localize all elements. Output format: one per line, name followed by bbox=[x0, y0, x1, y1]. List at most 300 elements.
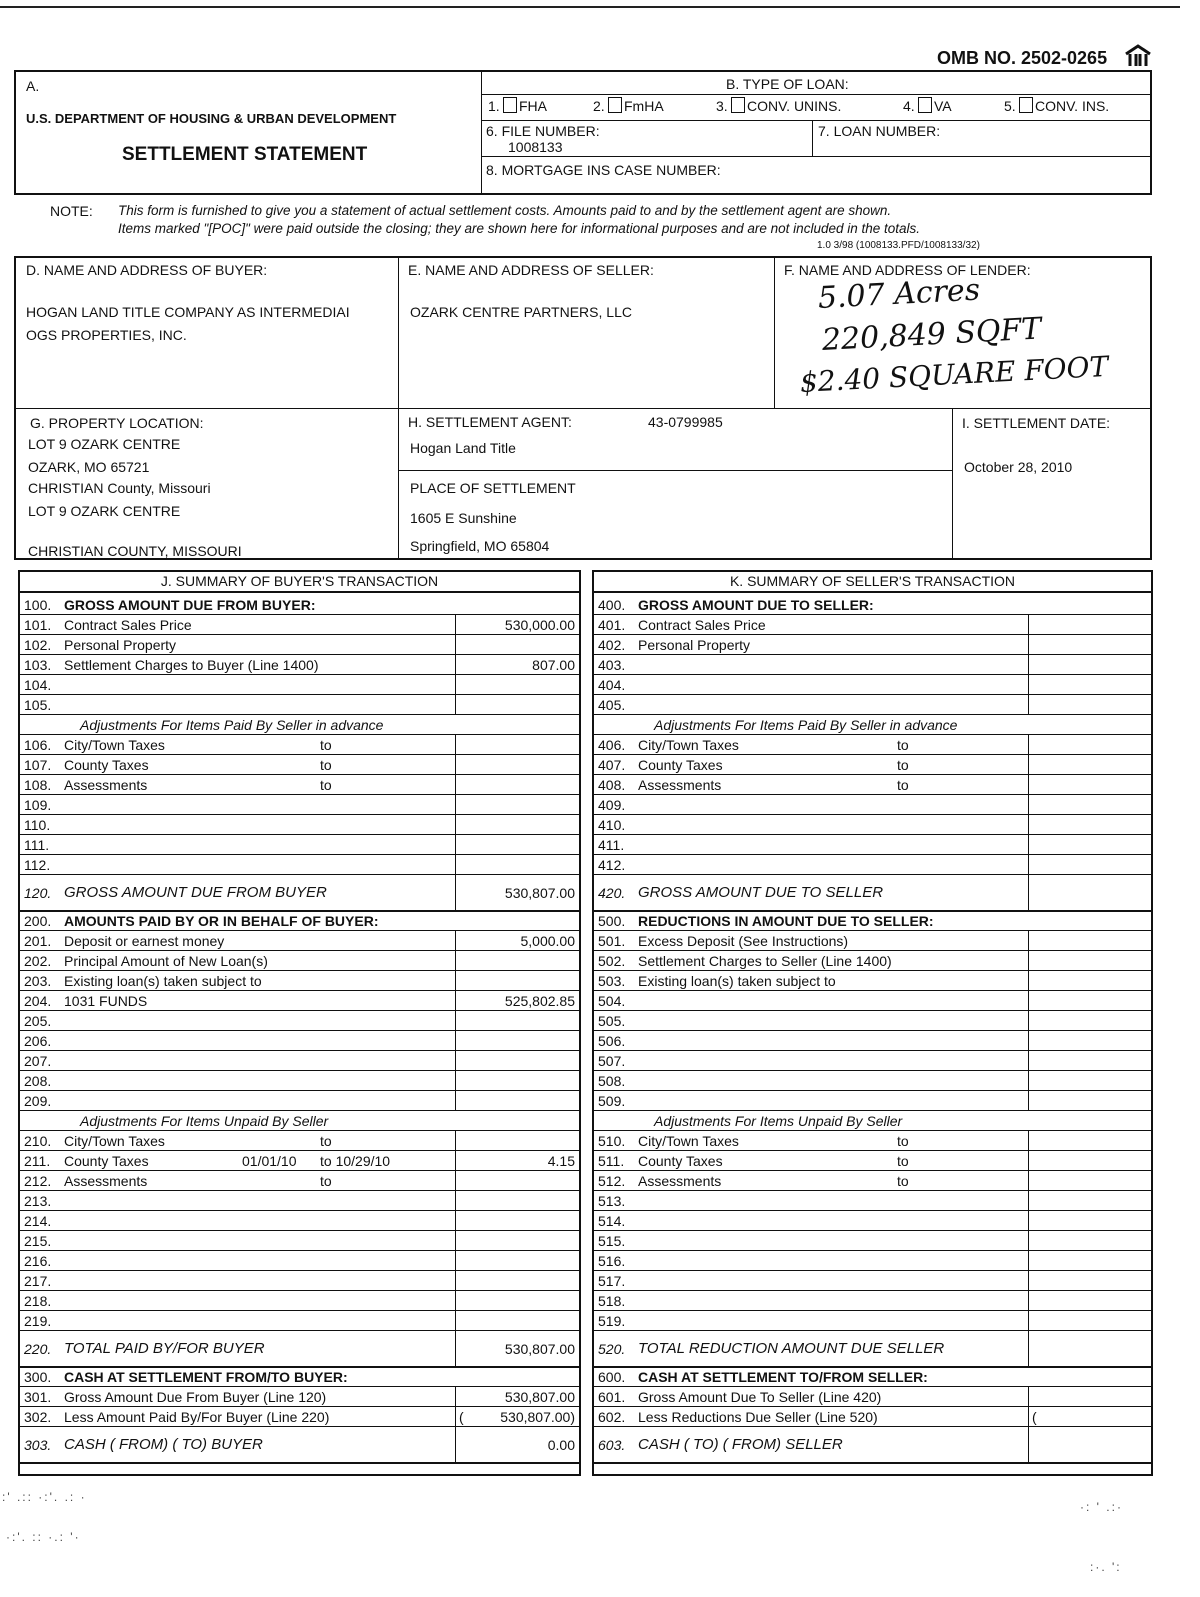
amount-column-rule bbox=[1028, 854, 1029, 874]
row-rule bbox=[18, 1110, 581, 1111]
amount-column-rule bbox=[455, 1210, 456, 1230]
loan-type-checkbox[interactable] bbox=[731, 97, 745, 113]
amount-column-rule bbox=[1028, 694, 1029, 714]
note-line-2: Items marked "[POC]" were paid outside the closing; they are shown here for informational purposes and are not included in the totals. bbox=[118, 221, 921, 236]
row-rule bbox=[592, 970, 1153, 971]
loan-type-label: FmHA bbox=[624, 98, 664, 114]
mortgage-ins-label: 8. MORTGAGE INS CASE NUMBER: bbox=[486, 162, 721, 178]
row-rule bbox=[18, 1290, 581, 1291]
table-rule bbox=[592, 591, 1153, 593]
row-code: 213. bbox=[24, 1193, 52, 1209]
amount-column-rule bbox=[1028, 754, 1029, 774]
row-code: 509. bbox=[598, 1093, 626, 1109]
row-rule bbox=[18, 654, 581, 655]
row-description: CASH AT SETTLEMENT FROM/TO BUYER: bbox=[64, 1369, 348, 1385]
amount-column-rule bbox=[1028, 1210, 1029, 1230]
type-of-loan-label: B. TYPE OF LOAN: bbox=[726, 76, 849, 92]
row-rule bbox=[18, 814, 581, 815]
loan-type-checkbox[interactable] bbox=[503, 97, 517, 113]
row-code: 504. bbox=[598, 993, 626, 1009]
row-description: City/Town Taxes bbox=[638, 737, 739, 753]
row-description: County Taxes bbox=[638, 1153, 723, 1169]
row-to-date: to bbox=[320, 757, 332, 773]
seller_section-title: K. SUMMARY OF SELLER'S TRANSACTION bbox=[729, 573, 1016, 589]
row-rule bbox=[592, 1110, 1153, 1111]
place-line-2: Springfield, MO 65804 bbox=[410, 538, 550, 554]
amount-column-rule bbox=[1028, 1170, 1029, 1190]
row-code: 512. bbox=[598, 1173, 626, 1189]
property-line: CHRISTIAN COUNTY, MISSOURI bbox=[28, 543, 242, 559]
row-code: 501. bbox=[598, 933, 626, 949]
row-rule bbox=[18, 1462, 581, 1464]
row-code: 409. bbox=[598, 797, 626, 813]
file-number-label: 6. FILE NUMBER: bbox=[486, 123, 600, 139]
row-amount: 530,807.00 bbox=[504, 1389, 575, 1405]
amount-column-rule bbox=[455, 1230, 456, 1250]
amount-column-rule bbox=[1028, 794, 1029, 814]
row-description: County Taxes bbox=[638, 757, 723, 773]
amount-column-rule bbox=[455, 754, 456, 774]
section-rule bbox=[18, 910, 581, 912]
row-rule bbox=[592, 714, 1153, 715]
row-description: Personal Property bbox=[64, 637, 177, 653]
row-code: 517. bbox=[598, 1273, 626, 1289]
row-code: 200. bbox=[24, 913, 52, 929]
property-line: LOT 9 OZARK CENTRE bbox=[28, 436, 181, 452]
amount-column-rule bbox=[1028, 1230, 1029, 1250]
handwritten-price: $2.40 SQUARE FOOT bbox=[799, 349, 1110, 399]
row-rule bbox=[18, 1426, 581, 1427]
row-code: 105. bbox=[24, 697, 52, 713]
loan-type-label: VA bbox=[934, 98, 952, 114]
row-code: 210. bbox=[24, 1133, 52, 1149]
row-description: County Taxes bbox=[64, 757, 149, 773]
amount-column-rule bbox=[455, 970, 456, 990]
row-code: 219. bbox=[24, 1313, 52, 1329]
row-code: 507. bbox=[598, 1053, 626, 1069]
loan-type-number: 4. bbox=[903, 98, 915, 114]
buyer-line-2: OGS PROPERTIES, INC. bbox=[26, 327, 187, 343]
row-code: 515. bbox=[598, 1233, 626, 1249]
row-description: Less Amount Paid By/For Buyer (Line 220) bbox=[64, 1409, 330, 1425]
hud-department: U.S. DEPARTMENT OF HOUSING & URBAN DEVELOPMENT bbox=[26, 111, 397, 126]
row-to-date: to bbox=[897, 1153, 909, 1169]
row-code: 101. bbox=[24, 617, 52, 633]
row-rule bbox=[18, 634, 581, 635]
row-code: 208. bbox=[24, 1073, 52, 1089]
row-description: Contract Sales Price bbox=[638, 617, 766, 633]
row-code: 420. bbox=[598, 885, 626, 901]
row-code: 120. bbox=[24, 885, 52, 901]
buyer-label: D. NAME AND ADDRESS OF BUYER: bbox=[26, 262, 268, 278]
amount-column-rule bbox=[1028, 1250, 1029, 1270]
row-description: Deposit or earnest money bbox=[64, 933, 225, 949]
loan-type-number: 3. bbox=[716, 98, 728, 114]
amount-column-rule bbox=[455, 1290, 456, 1310]
row-code: 209. bbox=[24, 1093, 52, 1109]
row-rule bbox=[592, 1250, 1153, 1251]
row-code: 500. bbox=[598, 913, 626, 929]
row-description: 1031 FUNDS bbox=[64, 993, 148, 1009]
row-code: 300. bbox=[24, 1369, 52, 1385]
file-number-value: 1008133 bbox=[508, 139, 563, 155]
amount-column-rule bbox=[1028, 654, 1029, 674]
loan-type-number: 2. bbox=[593, 98, 605, 114]
row-from-date: 01/01/10 bbox=[242, 1153, 297, 1169]
row-description: Assessments bbox=[638, 777, 722, 793]
row-code: 600. bbox=[598, 1369, 626, 1385]
row-description: Existing loan(s) taken subject to bbox=[638, 973, 836, 989]
scan-noise-right-2: :·. ': bbox=[1090, 1560, 1122, 1574]
amount-column-rule bbox=[455, 950, 456, 970]
row-amount: 530,000.00 bbox=[504, 617, 575, 633]
row-description: Settlement Charges to Buyer (Line 1400) bbox=[64, 657, 319, 673]
row-rule bbox=[18, 854, 581, 855]
row-description: TOTAL PAID BY/FOR BUYER bbox=[64, 1340, 265, 1357]
row-code: 112. bbox=[24, 857, 51, 873]
amount-column-rule bbox=[455, 1050, 456, 1070]
table-rule bbox=[18, 591, 581, 593]
row-rule bbox=[592, 1050, 1153, 1051]
row-code: 408. bbox=[598, 777, 626, 793]
row-rule bbox=[18, 1030, 581, 1031]
location-divider-2 bbox=[952, 408, 953, 560]
hud-logo-icon bbox=[1124, 44, 1152, 68]
row-description: Less Reductions Due Seller (Line 520) bbox=[638, 1409, 878, 1425]
row-amount: 0.00 bbox=[547, 1437, 575, 1453]
amount-column-rule bbox=[455, 814, 456, 834]
row-rule bbox=[18, 614, 581, 615]
amount-column-rule bbox=[1028, 1330, 1029, 1366]
row-code: 412. bbox=[598, 857, 626, 873]
settlement-agent-label: H. SETTLEMENT AGENT: bbox=[408, 414, 572, 430]
amount-column-rule bbox=[455, 834, 456, 854]
row-rule bbox=[592, 1426, 1153, 1427]
loan-type-label: FHA bbox=[519, 98, 547, 114]
row-code: 220. bbox=[24, 1341, 52, 1357]
row-description: County Taxes bbox=[64, 1153, 149, 1169]
amount-column-rule bbox=[1028, 1090, 1029, 1110]
amount-column-rule bbox=[455, 734, 456, 754]
parties-mid-rule bbox=[14, 408, 1152, 409]
row-code: 505. bbox=[598, 1013, 626, 1029]
row-description: Personal Property bbox=[638, 637, 751, 653]
row-rule bbox=[592, 1330, 1153, 1331]
row-code: 103. bbox=[24, 657, 52, 673]
row-description: GROSS AMOUNT DUE TO SELLER bbox=[638, 884, 884, 901]
row-code: 601. bbox=[598, 1389, 626, 1405]
row-description: Assessments bbox=[64, 777, 148, 793]
row-rule bbox=[592, 1230, 1153, 1231]
row-rule bbox=[18, 1210, 581, 1211]
row-amount: 530,807.00) bbox=[500, 1409, 575, 1425]
row-rule bbox=[18, 1270, 581, 1271]
row-rule bbox=[592, 794, 1153, 795]
row-rule bbox=[592, 674, 1153, 675]
scan-noise-left-2: ·:'. :: ·.: '· bbox=[6, 1530, 81, 1544]
row-rule bbox=[592, 874, 1153, 875]
row-code: 214. bbox=[24, 1213, 52, 1229]
row-code: 107. bbox=[24, 757, 52, 773]
row-description: City/Town Taxes bbox=[64, 737, 165, 753]
row-rule bbox=[592, 1150, 1153, 1151]
top-scan-line bbox=[0, 6, 1180, 8]
row-code: 402. bbox=[598, 637, 626, 653]
seller-label: E. NAME AND ADDRESS OF SELLER: bbox=[408, 262, 654, 278]
row-code: 506. bbox=[598, 1033, 626, 1049]
section-rule bbox=[18, 1366, 581, 1368]
row-code: 205. bbox=[24, 1013, 52, 1029]
row-description: GROSS AMOUNT DUE TO SELLER: bbox=[638, 597, 874, 613]
row-description: City/Town Taxes bbox=[638, 1133, 739, 1149]
row-code: 410. bbox=[598, 817, 626, 833]
amount-column-rule bbox=[1028, 1190, 1029, 1210]
row-code: 401. bbox=[598, 617, 626, 633]
amount-column-rule bbox=[1028, 774, 1029, 794]
amount-column-rule bbox=[1028, 990, 1029, 1010]
parties-divider-2 bbox=[774, 256, 775, 408]
parties-divider-1 bbox=[398, 256, 399, 408]
amount-column-rule bbox=[455, 854, 456, 874]
amount-column-rule bbox=[455, 1070, 456, 1090]
amount-column-rule bbox=[455, 1030, 456, 1050]
row-description: Assessments bbox=[638, 1173, 722, 1189]
settlement-agent-id: 43-0799985 bbox=[648, 414, 723, 430]
row-rule bbox=[592, 1386, 1153, 1387]
row-rule bbox=[18, 1250, 581, 1251]
row-rule bbox=[18, 1230, 581, 1231]
row-code: 503. bbox=[598, 973, 626, 989]
row-rule bbox=[18, 734, 581, 735]
row-code: 513. bbox=[598, 1193, 626, 1209]
row-code: 411. bbox=[598, 837, 625, 853]
section-rule bbox=[592, 910, 1153, 912]
row-description: Assessments bbox=[64, 1173, 148, 1189]
amount-column-rule bbox=[1028, 1290, 1029, 1310]
loan-number-label: 7. LOAN NUMBER: bbox=[818, 123, 941, 139]
row-amount: 525,802.85 bbox=[504, 993, 575, 1009]
row-code: 303. bbox=[24, 1437, 52, 1453]
row-rule bbox=[592, 734, 1153, 735]
row-description: Gross Amount Due From Buyer (Line 120) bbox=[64, 1389, 327, 1405]
row-code: 207. bbox=[24, 1053, 52, 1069]
note-version: 1.0 3/98 (1008133.PFD/1008133/32) bbox=[817, 240, 980, 251]
amount-column-rule bbox=[1028, 614, 1029, 634]
row-to-date: to bbox=[897, 737, 909, 753]
row-code: 206. bbox=[24, 1033, 52, 1049]
property-line: CHRISTIAN County, Missouri bbox=[28, 480, 211, 496]
row-code: 502. bbox=[598, 953, 626, 969]
row-description: CASH ( FROM) ( TO) BUYER bbox=[64, 1436, 263, 1453]
row-rule bbox=[18, 874, 581, 875]
section-rule bbox=[592, 1366, 1153, 1368]
property-line: OZARK, MO 65721 bbox=[28, 459, 150, 475]
adjustments-heading: Adjustments For Items Paid By Seller in advance bbox=[80, 717, 384, 733]
amount-column-rule bbox=[455, 1090, 456, 1110]
amount-column-rule bbox=[1028, 1070, 1029, 1090]
row-code: 216. bbox=[24, 1253, 52, 1269]
row-code: 100. bbox=[24, 597, 52, 613]
row-rule bbox=[18, 1050, 581, 1051]
note-label: NOTE: bbox=[50, 203, 93, 219]
handwritten-sqft: 220,849 SQFT bbox=[821, 311, 1043, 358]
amount-column-rule bbox=[455, 674, 456, 694]
row-description: City/Town Taxes bbox=[64, 1133, 165, 1149]
row-rule bbox=[18, 990, 581, 991]
buyer-line-1: HOGAN LAND TITLE COMPANY AS INTERMEDIAI bbox=[26, 304, 350, 320]
row-rule bbox=[18, 834, 581, 835]
row-code: 400. bbox=[598, 597, 626, 613]
place-line-1: 1605 E Sunshine bbox=[410, 510, 517, 526]
amount-column-rule bbox=[455, 1010, 456, 1030]
row-rule bbox=[592, 1310, 1153, 1311]
row-code: 407. bbox=[598, 757, 626, 773]
row-rule bbox=[592, 1270, 1153, 1271]
amount-column-rule bbox=[1028, 1010, 1029, 1030]
row-rule bbox=[18, 1170, 581, 1171]
amount-column-rule bbox=[455, 634, 456, 654]
amount-column-rule bbox=[1028, 1130, 1029, 1150]
row-code: 201. bbox=[24, 933, 52, 949]
row-code: 102. bbox=[24, 637, 52, 653]
row-rule bbox=[592, 1070, 1153, 1071]
amount-column-rule bbox=[1028, 1310, 1029, 1330]
buyer_section-title: J. SUMMARY OF BUYER'S TRANSACTION bbox=[160, 573, 439, 589]
loan-type-checkbox[interactable] bbox=[1019, 97, 1033, 113]
row-rule bbox=[592, 1010, 1153, 1011]
row-description: CASH ( TO) ( FROM) SELLER bbox=[638, 1436, 843, 1453]
amount-column-rule bbox=[1028, 734, 1029, 754]
row-rule bbox=[18, 1130, 581, 1131]
file-row-rule bbox=[481, 120, 1151, 121]
row-rule bbox=[592, 1090, 1153, 1091]
row-to-date: to bbox=[897, 1173, 909, 1189]
row-rule bbox=[18, 774, 581, 775]
lender-label: F. NAME AND ADDRESS OF LENDER: bbox=[784, 262, 1031, 278]
row-rule bbox=[18, 1010, 581, 1011]
amount-column-rule bbox=[1028, 814, 1029, 834]
row-description: Settlement Charges to Seller (Line 1400) bbox=[638, 953, 892, 969]
row-code: 520. bbox=[598, 1341, 626, 1357]
location-divider-1 bbox=[398, 408, 399, 560]
adjustments-heading: Adjustments For Items Paid By Seller in advance bbox=[654, 717, 958, 733]
row-description: GROSS AMOUNT DUE FROM BUYER: bbox=[64, 597, 316, 613]
row-code: 215. bbox=[24, 1233, 52, 1249]
row-code: 602. bbox=[598, 1409, 626, 1425]
row-to-date: to bbox=[897, 1133, 909, 1149]
amount-column-rule bbox=[1028, 874, 1029, 910]
row-description: TOTAL REDUCTION AMOUNT DUE SELLER bbox=[638, 1340, 945, 1357]
row-rule bbox=[18, 970, 581, 971]
row-to-date: to bbox=[320, 737, 332, 753]
row-amount: 530,807.00 bbox=[504, 885, 575, 901]
row-rule bbox=[592, 614, 1153, 615]
row-code: 211. bbox=[24, 1153, 51, 1169]
amount-column-rule bbox=[455, 1170, 456, 1190]
row-description: Gross Amount Due To Seller (Line 420) bbox=[638, 1389, 882, 1405]
row-code: 405. bbox=[598, 697, 626, 713]
row-rule bbox=[18, 1330, 581, 1331]
amount-column-rule bbox=[455, 1310, 456, 1330]
adjustments-heading: Adjustments For Items Unpaid By Seller bbox=[654, 1113, 903, 1129]
row-description: CASH AT SETTLEMENT TO/FROM SELLER: bbox=[638, 1369, 928, 1385]
row-paren: ( bbox=[459, 1409, 464, 1425]
row-code: 217. bbox=[24, 1273, 52, 1289]
amount-column-rule bbox=[455, 1250, 456, 1270]
row-rule bbox=[18, 1150, 581, 1151]
row-description: GROSS AMOUNT DUE FROM BUYER bbox=[64, 884, 327, 901]
amount-column-rule bbox=[455, 1270, 456, 1290]
row-paren: ( bbox=[1032, 1409, 1037, 1425]
row-to-date: to bbox=[320, 1133, 332, 1149]
settlement-agent-name: Hogan Land Title bbox=[410, 440, 516, 456]
settlement-date-label: I. SETTLEMENT DATE: bbox=[962, 415, 1111, 431]
amount-column-rule bbox=[1028, 930, 1029, 950]
amount-column-rule bbox=[1028, 1426, 1029, 1462]
row-to-date: to bbox=[320, 777, 332, 793]
row-code: 202. bbox=[24, 953, 52, 969]
amount-column-rule bbox=[455, 694, 456, 714]
row-code: 514. bbox=[598, 1213, 626, 1229]
row-code: 106. bbox=[24, 737, 52, 753]
agent-place-rule bbox=[398, 470, 952, 471]
row-rule bbox=[592, 1130, 1153, 1131]
row-description: Existing loan(s) taken subject to bbox=[64, 973, 262, 989]
row-rule bbox=[592, 634, 1153, 635]
loan-type-checkbox[interactable] bbox=[918, 97, 932, 113]
amount-column-rule bbox=[1028, 950, 1029, 970]
loan-type-label: CONV. INS. bbox=[1035, 98, 1110, 114]
row-rule bbox=[592, 1170, 1153, 1171]
amount-column-rule bbox=[455, 1130, 456, 1150]
seller-line-1: OZARK CENTRE PARTNERS, LLC bbox=[410, 304, 632, 320]
property-location-label: G. PROPERTY LOCATION: bbox=[30, 415, 204, 431]
row-code: 404. bbox=[598, 677, 626, 693]
row-code: 109. bbox=[24, 797, 52, 813]
settlement-date: October 28, 2010 bbox=[964, 459, 1073, 475]
row-rule bbox=[18, 794, 581, 795]
row-rule bbox=[592, 774, 1153, 775]
header-divider bbox=[481, 70, 482, 195]
row-description: Excess Deposit (See Instructions) bbox=[638, 933, 849, 949]
row-code: 218. bbox=[24, 1293, 52, 1309]
row-rule bbox=[592, 814, 1153, 815]
row-description: REDUCTIONS IN AMOUNT DUE TO SELLER: bbox=[638, 913, 934, 929]
amount-column-rule bbox=[1028, 834, 1029, 854]
adjustments-heading: Adjustments For Items Unpaid By Seller bbox=[80, 1113, 329, 1129]
row-rule bbox=[18, 694, 581, 695]
row-amount: 5,000.00 bbox=[520, 933, 575, 949]
loan-type-checkbox[interactable] bbox=[608, 97, 622, 113]
amount-column-rule bbox=[1028, 1150, 1029, 1170]
row-rule bbox=[592, 754, 1153, 755]
row-rule bbox=[18, 950, 581, 951]
row-rule bbox=[592, 854, 1153, 855]
row-description: AMOUNTS PAID BY OR IN BEHALF OF BUYER: bbox=[64, 913, 379, 929]
row-rule bbox=[18, 1070, 581, 1071]
row-rule bbox=[18, 754, 581, 755]
row-code: 508. bbox=[598, 1073, 626, 1089]
row-code: 108. bbox=[24, 777, 52, 793]
row-description: Principal Amount of New Loan(s) bbox=[64, 953, 268, 969]
file-loan-divider bbox=[812, 120, 813, 156]
row-rule bbox=[18, 1310, 581, 1311]
amount-column-rule bbox=[455, 1190, 456, 1210]
amount-column-rule bbox=[1028, 970, 1029, 990]
row-code: 111. bbox=[24, 837, 50, 853]
row-to-date: to 10/29/10 bbox=[320, 1153, 391, 1169]
loan-type-label: CONV. UNINS. bbox=[747, 98, 842, 114]
